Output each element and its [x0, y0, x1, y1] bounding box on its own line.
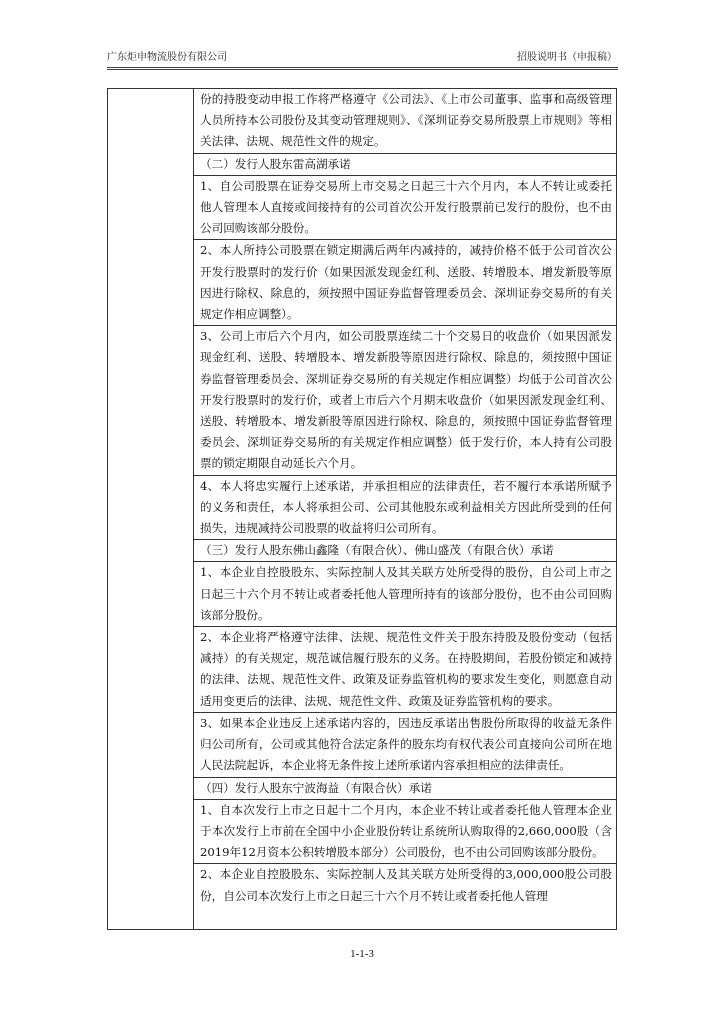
paragraph-continued: 份的持股变动申报工作将严格遵守《公司法》、《上市公司董事、监事和高级管理人员所持本公司股份及其变动管理规则》、《深圳证券交易所股票上市规则》等相关法律、法规、规范性文件的规定。	[194, 89, 616, 154]
header-company-name: 广东炬申物流股份有限公司	[107, 52, 227, 63]
paragraph-item: 1、本企业自控股股东、实际控制人及其关联方处所受得的股份，自公司上市之日起三十六个月不转让或者委托他人管理所持有的该部分股份，也不由公司回购该部分股份。	[194, 562, 616, 627]
page-header	[107, 50, 617, 66]
paragraph-item: 3、公司上市后六个月内，如公司股票连续二十个交易日的收盘价（如果因派发现金红利、送股、转增股本、增发新股等原因进行除权、除息的，须按照中国证券监督管理委员会、深圳证券交易所的有关规定作相应调整）均低于公司首次公开发行股票时的发行价，或者上市后六个月期末收盘价（如果因派发现金红利、送股、转增股本、增发新股等原因进行除权、除息的，须按照中国证券监督管理委员会、深圳证券交易所的有关规定作相应调整）低于发行价，本人持有公司股票的锁定期限自动延长六个月。	[194, 326, 616, 475]
commitment-table	[107, 88, 617, 930]
paragraph-item: 2、本企业自控股股东、实际控制人及其关联方处所受得的3,000,000股公司股份，自公司本次发行上市之日起三十六个月不转让或者委托他人管理	[200, 867, 612, 903]
paragraph-item: 3、如果本企业违反上述承诺内容的，因违反承诺出售股份所取得的收益无条件归公司所有，公司或其他符合法定条件的股东均有权代表公司直接向公司所在地人民法院起诉，本企业将无条件按上述所承诺内容承担相应的法律责任。	[194, 713, 616, 778]
page-number: 1-1-3	[350, 948, 374, 960]
paragraph-item: 1、自本次发行上市之日起十二个月内，本企业不转让或者委托他人管理本企业于本次发行上市前在全国中小企业股份转让系统所认购取得的2,660,000股（含2019年12月资本公积转增股本部分）公司股份，也不由公司回购该部分股份。	[194, 800, 616, 865]
section-heading-3: （三）发行人股东佛山鑫隆（有限合伙）、佛山盛茂（有限合伙）承诺	[194, 540, 616, 562]
paragraph-item: 1、自公司股票在证券交易所上市交易之日起三十六个月内，本人不转让或委托他人管理本人直接或间接持有的公司首次公开发行股票前已发行的股份，也不由公司回购该部分股份。	[194, 176, 616, 241]
header-rule	[107, 67, 618, 70]
header-document-title: 招股说明书（申报稿）	[517, 52, 617, 63]
section-heading-4: （四）发行人股东宁波海益（有限合伙）承诺	[194, 778, 616, 800]
paragraph-item: 4、本人将忠实履行上述承诺，并承担相应的法律责任，若不履行本承诺所赋予的义务和责任，本人将承担公司、公司其他股东或利益相关方因此所受到的任何损失，违规减持公司股票的收益将归公司所有。	[194, 476, 616, 541]
table-content-cell	[194, 89, 616, 929]
paragraph-item: 2、本企业将严格遵守法律、法规、规范性文件关于股东持股及股份变动（包括减持）的有关规定，规范诚信履行股东的义务。在持股期间，若股份锁定和减持的法律、法规、规范性文件、政策及证券监管机构的要求发生变化，则愿意自动适用变更后的法律、法规、规范性文件、政策及证券监管机构的要求。	[194, 627, 616, 713]
paragraph-item: 2、本人所持公司股票在锁定期满后两年内减持的，减持价格不低于公司首次公开发行股票时的发行价（如果因派发现金红利、送股、转增股本、增发新股等原因进行除权、除息的，须按照中国证券监督管理委员会、深圳证券交易所的有关规定作相应调整）。	[194, 240, 616, 326]
section-heading-2: （二）发行人股东雷高湖承诺	[194, 154, 616, 176]
